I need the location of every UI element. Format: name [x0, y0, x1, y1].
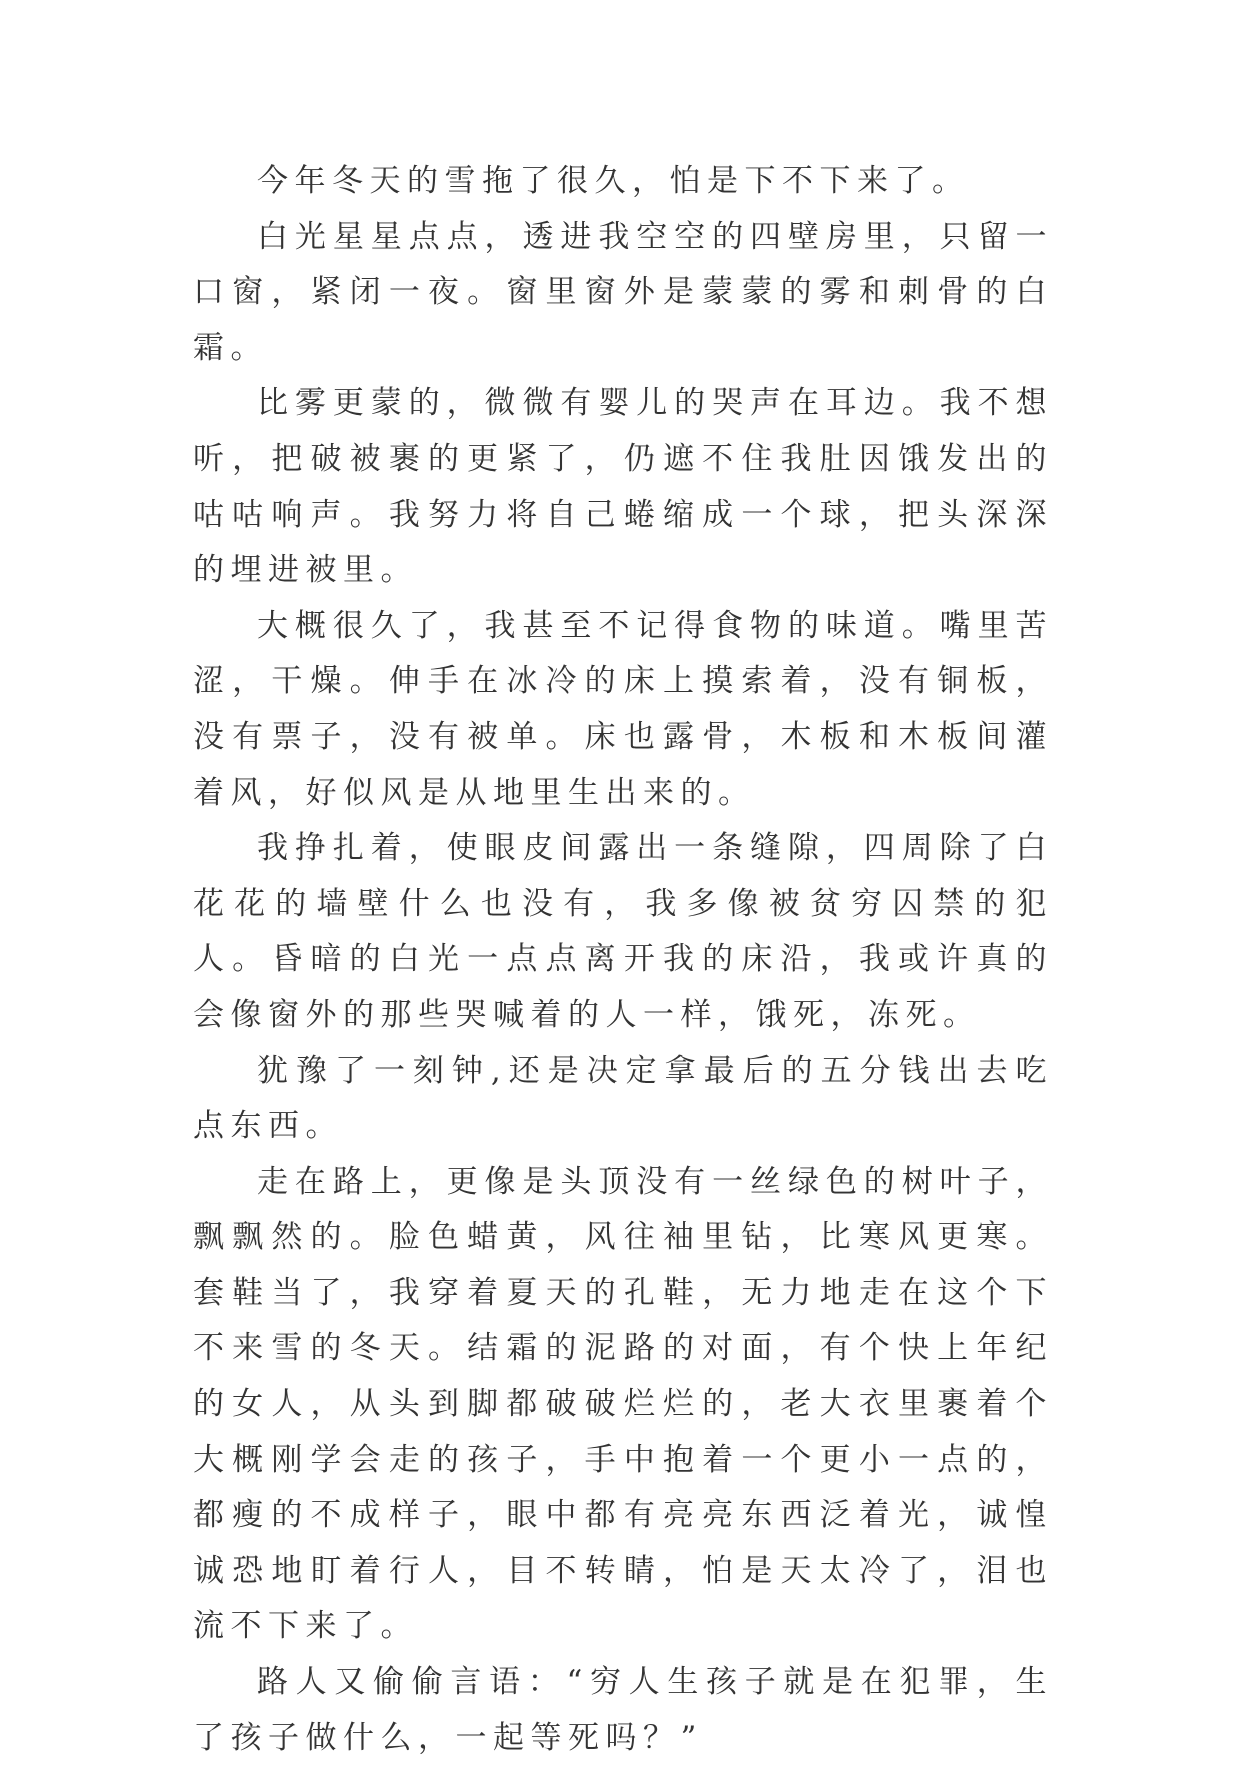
paragraph-6: 犹豫了一刻钟,还是决定拿最后的五分钱出去吃点东西。 [193, 1052, 1053, 1145]
paragraph-2: 白光星星点点，透进我空空的四壁房里，只留一口窗，紧闭一夜。窗里窗外是蒙蒙的雾和刺骨的白霜。 [193, 218, 1053, 366]
paragraph-7: 走在路上，更像是头顶没有一丝绿色的树叶子，飘飘然的。脸色蜡黄，风往袖里钻，比寒风更寒。套鞋当了，我穿着夏天的孔鞋，无力地走在这个下不来雪的冬天。结霜的泥路的对面，有个快上年纪的女人，从头到脚都破破烂烂的，老大衣里裹着个大概刚学会走的孩子，手中抱着一个更小一点的，都瘦的不成样子，眼中都有亮亮东西泛着光，诚惶诚恐地盯着行人，目不转睛，怕是天太冷了，泪也流不下来了。 [193, 1163, 1053, 1645]
paragraph-4: 大概很久了，我甚至不记得食物的味道。嘴里苦涩，干燥。伸手在冰冷的床上摸索着，没有铜板，没有票子，没有被单。床也露骨，木板和木板间灌着风，好似风是从地里生出来的。 [193, 607, 1053, 811]
paragraph-3: 比雾更蒙的，微微有婴儿的哭声在耳边。我不想听，把破被裹的更紧了，仍遮不住我肚因饿发出的咕咕响声。我努力将自己蜷缩成一个球，把头深深的埋进被里。 [193, 385, 1053, 589]
paragraph-5: 我挣扎着，使眼皮间露出一条缝隙，四周除了白花花的墙壁什么也没有，我多像被贫穷囚禁的犯人。昏暗的白光一点点离开我的床沿，我或许真的会像窗外的那些哭喊着的人一样，饿死，冻死。 [193, 830, 1053, 1033]
paragraph-1: 今年冬天的雪拖了很久，怕是下不下来了。 [257, 163, 970, 199]
paragraph-8: 路人又偷偷言语：“穷人生孩子就是在犯罪，生了孩子做什么，一起等死吗？” [193, 1664, 1053, 1756]
document-body [193, 154, 1053, 1766]
